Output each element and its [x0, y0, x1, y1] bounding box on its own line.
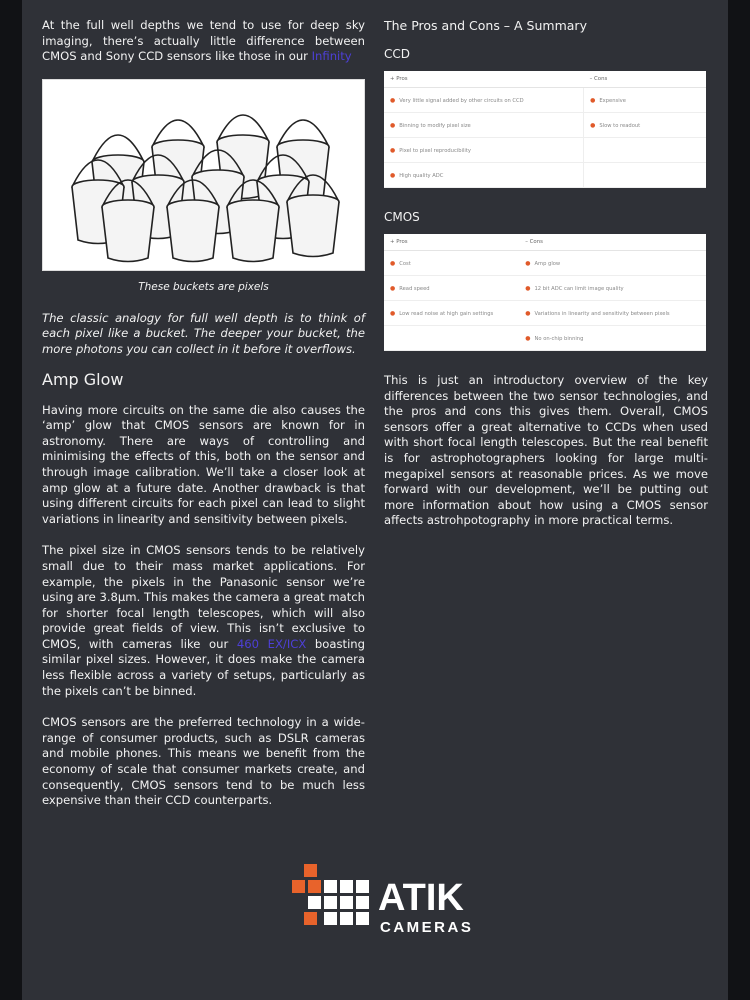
- cmos-title: CMOS: [384, 210, 420, 224]
- bullet-icon: ●: [525, 334, 531, 342]
- ccd-table: [384, 71, 706, 188]
- amp-glow-heading: Amp Glow: [42, 369, 124, 389]
- ccd-cons-header: – Cons: [584, 71, 706, 88]
- bullet-icon: ●: [590, 96, 596, 104]
- buckets-drawing: [43, 80, 364, 270]
- bullet-icon: ●: [390, 309, 396, 317]
- table-row: ● Cost ● Amp glow: [384, 251, 706, 276]
- table-row: ● High quality ADC: [384, 163, 706, 188]
- amp-glow-paragraph: Having more circuits on the same die also causes the ‘amp’ glow that CMOS sensors are known for in astronomy. There are ways of controlling and minimising the effects of this, both on the sensor and through image calibration. We’ll take a closer look at amp glow at a future date. Another drawback is that using different circuits for each pixel can lead to slight variations in linearity and sensitivity between pixels.: [42, 402, 365, 526]
- right-column: [384, 18, 708, 529]
- bucket-analogy: The classic analogy for full well depth is to think of each pixel like a bucket. The deeper your bucket, the more photons you can collect in it before it overflows.: [42, 310, 365, 356]
- bullet-icon: ●: [390, 146, 396, 154]
- left-column: [42, 18, 365, 809]
- ccd-pros-header: + Pros: [384, 71, 584, 88]
- buckets-illustration: [42, 79, 365, 271]
- table-row: ● Very little signal added by other circuits on CCD ● Expensive: [384, 88, 706, 113]
- table-row: ● No on-chip binning: [384, 326, 706, 351]
- cmos-cons-header: – Cons: [519, 234, 706, 251]
- bullet-icon: ●: [525, 284, 531, 292]
- cmos-pros-header: + Pros: [384, 234, 519, 251]
- bullet-icon: ●: [390, 259, 396, 267]
- atik-logo-mark: [292, 862, 512, 942]
- bullet-icon: ●: [390, 121, 396, 129]
- logo-line1: ATIK: [378, 877, 464, 919]
- bullet-icon: ●: [390, 284, 396, 292]
- summary-title: The Pros and Cons – A Summary: [384, 18, 587, 33]
- bullet-icon: ●: [525, 309, 531, 317]
- table-row: ● Binning to modify pixel size ● Slow to readout: [384, 113, 706, 138]
- ccd-title: CCD: [384, 47, 410, 61]
- 460ex-link[interactable]: 460 EX/ICX: [236, 636, 307, 651]
- table-row: ● Pixel to pixel reproducibility: [384, 138, 706, 163]
- cmos-table: [384, 234, 706, 351]
- document-page: [22, 0, 728, 1000]
- pixel-size-paragraph: The pixel size in CMOS sensors tends to be relatively small due to their mass market applications. For example, the pixels in the Panasonic sensor we’re using are 3.8µm. This makes the camera a great match for shorter focal length telescopes, which will also provide great fields of view. This isn’t exclusive to CMOS, with cameras like our 460 EX/ICX boasting similar pixel sizes. However, it does make the camera less flexible across a variety of setups, particularly as the pixels can’t be binned.: [42, 543, 365, 698]
- infinity-link[interactable]: Infinity: [311, 49, 352, 64]
- conclusion-paragraph: This is just an introductory overview of the key differences between the two sensor technologies, and the pros and cons this gives them. Overall, CMOS sensors offer a great alternative to CCDs when used with short focal length telescopes. But the real benefit is for astrophotographers looking for large multi-megapixel sensors at reasonable prices. As we move forward with our development, we’ll be putting out more information about how using a CMOS sensor affects astrohpotography in more practical terms.: [384, 373, 708, 528]
- intro-paragraph: At the full well depths we tend to use for deep sky imaging, there’s actually little difference between CMOS and Sony CCD sensors like those in our Infinity: [42, 18, 365, 64]
- consumer-paragraph: CMOS sensors are the preferred technology in a wide-range of consumer products, such as DSLR cameras and mobile phones. This means we benefit from the economy of scale that consumer markets create, and consequently, CMOS sensors tend to be much less expensive than their CCD counterparts.: [42, 715, 365, 808]
- bullet-icon: ●: [525, 259, 531, 267]
- table-row: ● Low read noise at high gain settings ● Variations in linearity and sensitivity between pixels: [384, 301, 706, 326]
- bullet-icon: ●: [390, 171, 396, 179]
- bullet-icon: ●: [590, 121, 596, 129]
- table-row: ● Read speed ● 12 bit ADC can limit image quality: [384, 276, 706, 301]
- image-caption: These buckets are pixels: [138, 280, 269, 293]
- atik-logo: [292, 862, 512, 942]
- bullet-icon: ●: [390, 96, 396, 104]
- logo-line2: CAMERAS: [380, 919, 474, 936]
